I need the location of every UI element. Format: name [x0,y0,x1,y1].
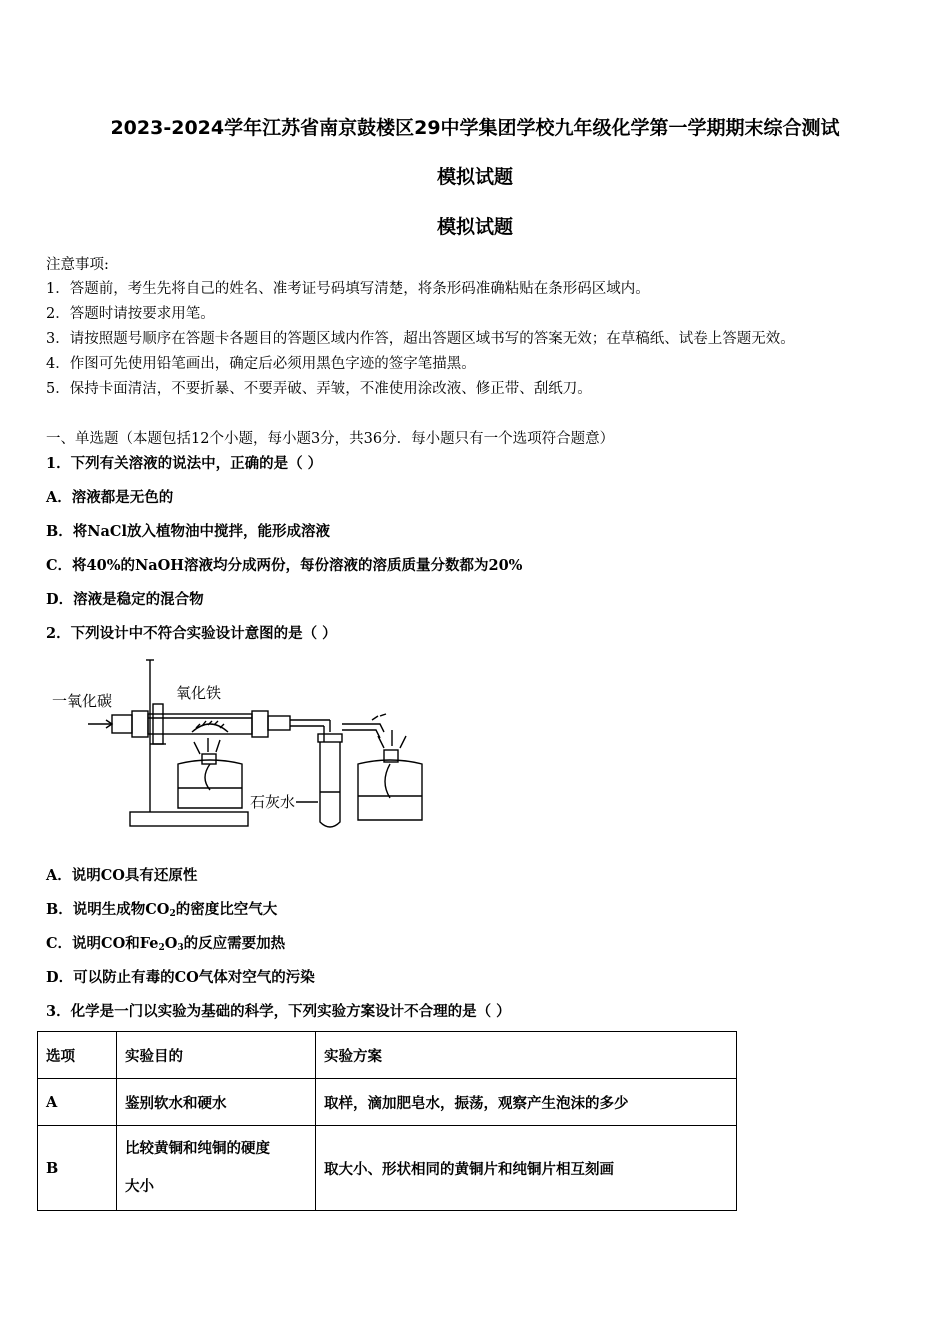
note-item-5: 5．保持卡面清洁，不要折暴、不要弄破、弄皱，不准使用涂改液、修正带、刮纸刀。 [46,381,592,397]
co-reduction-apparatus-diagram [50,652,440,834]
q1-option-b: B．将NaCl放入植物油中搅拌，能形成溶液 [46,523,330,540]
q3-stem: 3．化学是一门以实验为基础的科学，下列实验方案设计不合理的是（ ） [46,1003,511,1020]
note-item-3: 3．请按照题号顺序在答题卡各题目的答题区域内作答，超出答题区域书写的答案无效；在草稿纸、试卷上答题无效。 [46,331,795,347]
alcohol-lamp-1 [178,760,242,808]
q2-option-d: D．可以防止有毒的CO气体对空气的污染 [46,969,315,986]
q2-stem: 2．下列设计中不符合实验设计意图的是（ ） [46,625,337,642]
label-iron-oxide: 氧化铁 [176,684,222,702]
table-header-row [38,1032,737,1079]
flame-2 [378,730,406,748]
label-limewater: 石灰水 [250,793,296,811]
q2-option-a: A．说明CO具有还原性 [46,867,198,884]
header-purpose: 实验目的 [117,1032,316,1079]
q1-option-c: C．将40%的NaOH溶液均分成两份，每份溶液的溶质质量分数都为20% [46,557,523,574]
q1-option-d: D．溶液是稳定的混合物 [46,591,204,608]
row-a-purpose: 鉴别软水和硬水 [117,1079,316,1126]
q2-option-b: B．说明生成物$CO_2$的密度比空气大 [46,901,278,919]
stand-base [130,812,248,826]
row-a-plan: 取样，滴加肥皂水，振荡，观察产生泡沫的多少 [316,1079,737,1126]
notes-heading: 注意事项: [46,257,109,273]
flame-1 [194,738,220,754]
row-b-option: B [38,1126,117,1211]
table-row [38,1126,737,1211]
row-b-plan: 取大小、形状相同的黄铜片和纯铜片相互刻画 [316,1126,737,1211]
table-row [38,1079,737,1126]
doc-title-line1: 2023-2024学年江苏省南京鼓楼区29中学集团学校九年级化学第一学期期末综合测试 [110,117,840,139]
q2-option-c: C．说明CO和$Fe_2O_3$的反应需要加热 [46,935,286,953]
test-tube [320,742,340,827]
alcohol-lamp-2 [358,760,422,820]
section-header: 一、单选题（本题包括12个小题，每小题3分，共36分．每小题只有一个选项符合题意） [46,431,615,447]
q3-table [37,1031,737,1211]
row-a-option: A [38,1079,117,1126]
q1-stem: 1．下列有关溶液的说法中，正确的是（ ） [46,455,323,472]
note-item-4: 4．作图可先使用铅笔画出，确定后必须用黑色字迹的签字笔描黑。 [46,356,476,372]
note-item-1: 1．答题前，考生先将自己的姓名、准考证号码填写清楚，将条形码准确粘贴在条形码区域内。 [46,281,650,297]
row-b-purpose: 比较黄铜和纯铜的硬度 大小 [117,1126,316,1211]
header-option: 选项 [38,1032,117,1079]
q1-option-a: A．溶液都是无色的 [46,489,174,506]
doc-title-line3: 模拟试题 [436,216,513,238]
note-item-2: 2．答题时请按要求用笔。 [46,306,215,322]
label-co: 一氧化碳 [52,692,113,710]
doc-title-line2: 模拟试题 [436,166,513,188]
header-plan: 实验方案 [316,1032,737,1079]
